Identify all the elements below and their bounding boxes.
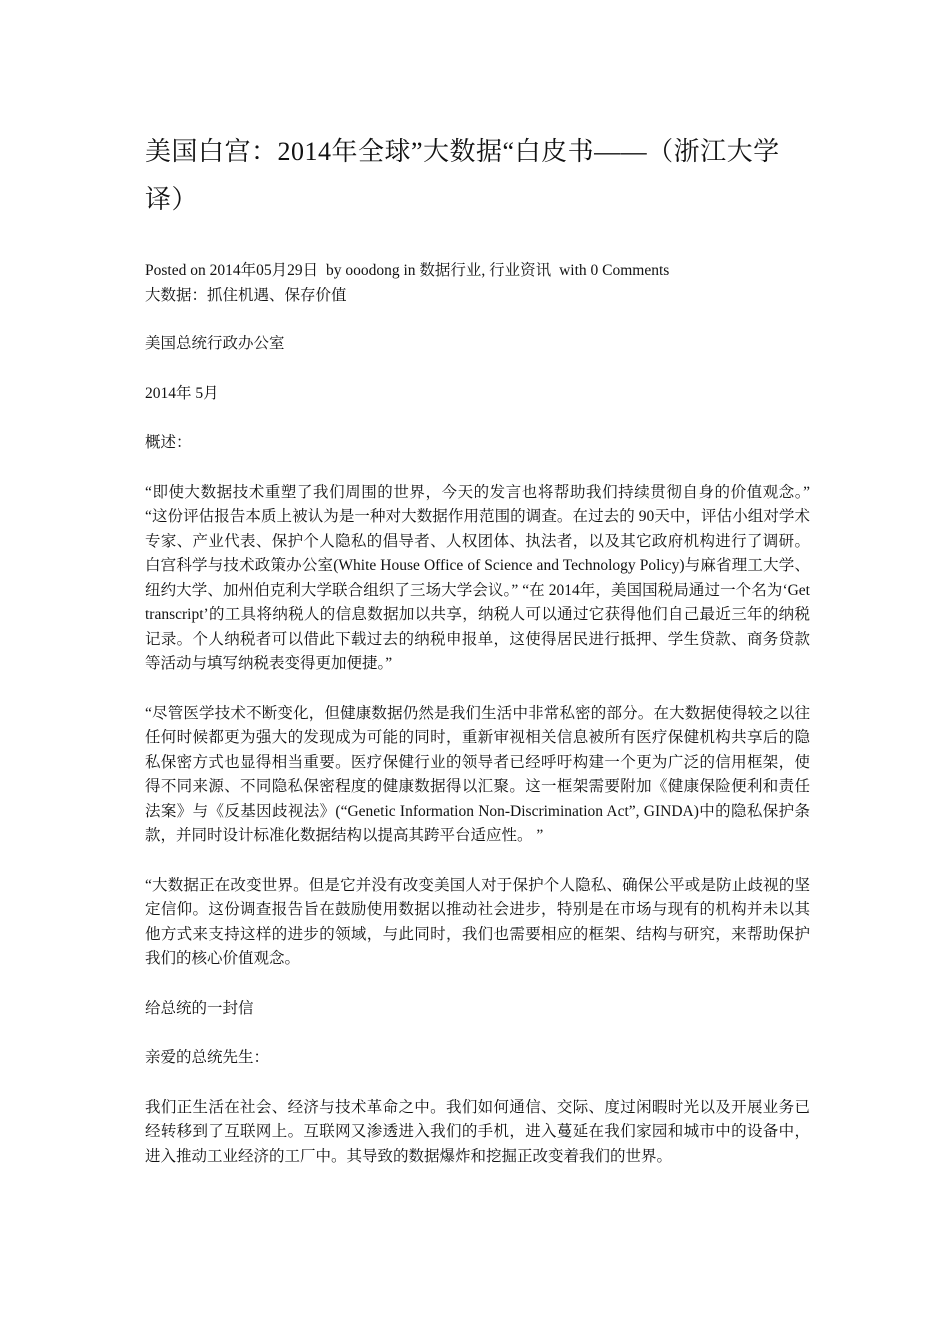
office-name: 美国总统行政办公室 (145, 335, 285, 352)
letter-heading: 给总统的一封信 (145, 999, 254, 1017)
author-link[interactable]: ooodong (345, 262, 400, 279)
document-title: 美国白宫：2014年全球”大数据“白皮书——（浙江大学译） (145, 137, 780, 214)
post-date: 2014年05月29日 (209, 262, 319, 279)
document-page (145, 128, 810, 1194)
by-label: by (325, 262, 342, 279)
post-meta (145, 258, 810, 283)
paragraph: “尽管医学技术不断变化，但健康数据仍然是我们生活中非常私密的部分。在大数据使得较之以往任何时候都更为强大的发现成为可能的同时，重新审视相关信息被所有医疗保健机构共享后的隐私保密方式也显得相当重要。医疗保健行业的领导者已经呼吁构建一个更为广泛的信用框架，使得不同来源、不同隐私保密程度的健康数据得以汇聚。这一框架需要附加《健康保险便利和责任法案》与《反基因歧视法》(“Genetic Information Non-Discrimination Act”, GINDA)中的隐私保护条款，并同时设计标准化数据结构以提高其跨平台适应性。 ” (145, 704, 810, 844)
with-label: with (559, 262, 587, 279)
in-label: in (403, 262, 416, 279)
report-date: 2014年 5月 (145, 384, 219, 402)
comments-link[interactable]: 0 Comments (590, 262, 670, 279)
letter-salutation: 亲爱的总统先生： (145, 1049, 270, 1066)
document-subtitle: 大数据：抓住机遇、保存价值 (145, 287, 347, 304)
overview-heading: 概述： (145, 434, 192, 451)
category-links[interactable]: 数据行业, 行业资讯 (419, 262, 552, 279)
paragraph: “大数据正在改变世界。但是它并没有改变美国人对于保护个人隐私、确保公平或是防止歧视的坚定信仰。这份调查报告旨在鼓励使用数据以推动社会进步，特别是在市场与现有的机构并未以其他方式来支持这样的进步的领域，与此同时，我们也需要相应的框架、结构与研究，来帮助保护我们的核心价值观念。 (145, 876, 810, 967)
posted-on-label: Posted on (145, 262, 206, 279)
paragraph: “即使大数据技术重塑了我们周围的世界，今天的发言也将帮助我们持续贯彻自身的价值观念。” “这份评估报告本质上被认为是一种对大数据作用范围的调查。在过去的 90天中，评估小组对学术专家、产业代表、保护个人隐私的倡导者、人权团体、执法者，以及其它政府机构进行了调研。白宫科学与技术政策办公室(White House Office of Science and Technology Policy)与麻省理工大学、纽约大学、加州伯克利大学联合组织了三场大学会议。” “在 2014年，美国国税局通过一个名为‘Get transcript’的工具将纳税人的信息数据加以共享，纳税人可以通过它获得他们自己最近三年的纳税记录。个人纳税者可以借此下载过去的纳税申报单，这使得居民进行抵押、学生贷款、商务贷款等活动与填写纳税表变得更加便捷。” (145, 483, 810, 672)
paragraph: 我们正生活在社会、经济与技术革命之中。我们如何通信、交际、度过闲暇时光以及开展业务已经转移到了互联网上。互联网又渗透进入我们的手机，进入蔓延在我们家园和城市中的设备中，进入推动工业经济的工厂中。其导致的数据爆炸和挖掘正改变着我们的世界。 (145, 1098, 810, 1165)
